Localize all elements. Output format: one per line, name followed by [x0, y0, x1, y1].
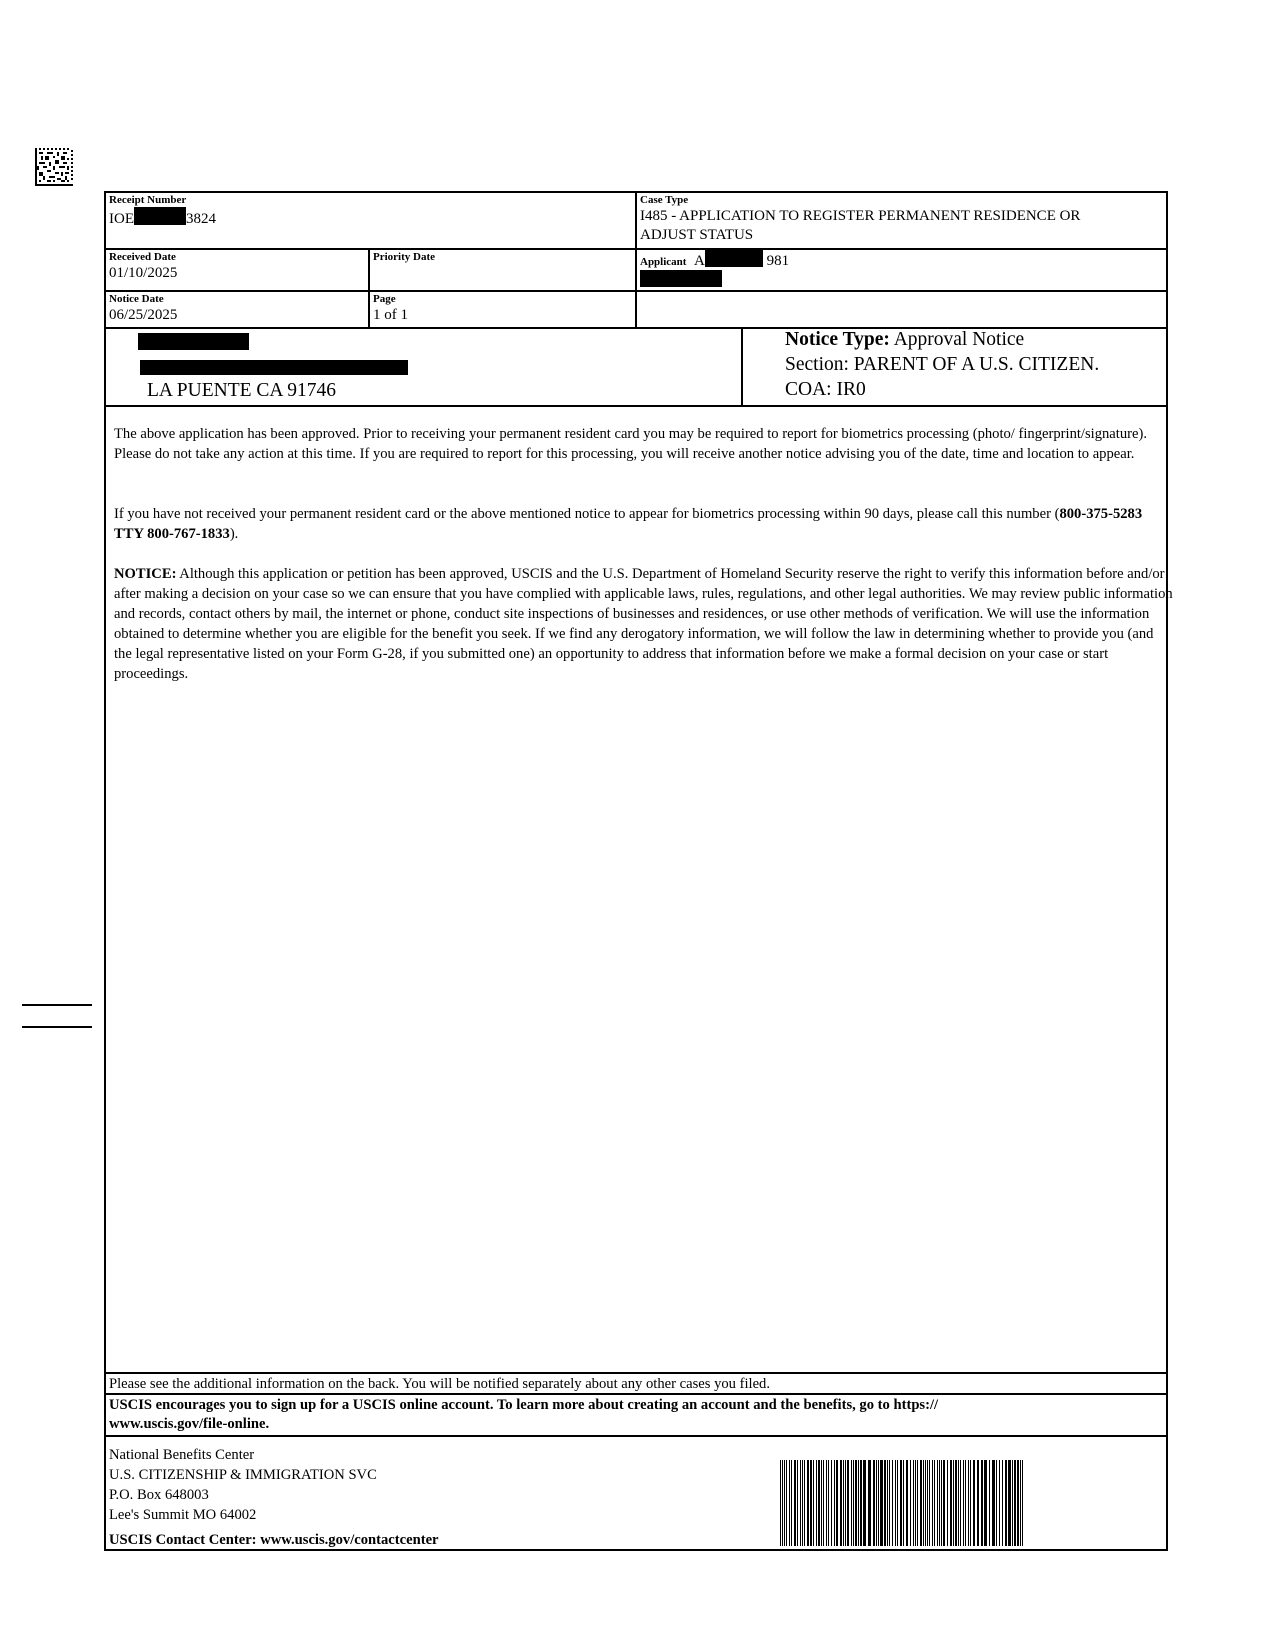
barcode-bar	[887, 1460, 888, 1546]
redaction-box	[138, 333, 249, 350]
barcode-bar	[1005, 1460, 1007, 1546]
barcode-bar	[970, 1460, 971, 1546]
section-divider	[741, 327, 743, 407]
barcode-bar	[780, 1460, 781, 1546]
phone-number: 800-375-5283 TTY 800-767-1833	[114, 506, 1143, 542]
barcode-bar	[1008, 1460, 1011, 1546]
header-divider	[368, 248, 370, 328]
additional-info: Please see the additional information on the back. You will be notified separately about any other cases you filed.	[109, 1376, 771, 1392]
barcode-bar	[917, 1460, 918, 1546]
notice-type-label: Notice Type:	[785, 329, 890, 350]
barcode-bar	[807, 1460, 809, 1546]
barcode-bar	[913, 1460, 914, 1546]
barcode-bar	[802, 1460, 803, 1546]
applicant	[640, 250, 789, 272]
barcode-bar	[831, 1460, 832, 1546]
receipt-number-label: Receipt Number	[109, 194, 187, 206]
redaction-box	[134, 207, 186, 225]
barcode-bar	[847, 1460, 849, 1546]
notice-date-label: Notice Date	[109, 293, 164, 305]
barcode-bar	[996, 1460, 997, 1546]
barcode-bar	[955, 1460, 957, 1546]
barcode-bar	[999, 1460, 1000, 1546]
barcode-bar	[897, 1460, 898, 1546]
barcode-bar	[1014, 1460, 1016, 1546]
barcode-bar	[853, 1460, 854, 1546]
barcode-bar	[968, 1460, 969, 1546]
barcode-bar	[884, 1460, 886, 1546]
barcode-bar	[782, 1460, 783, 1546]
barcode-bar	[818, 1460, 820, 1546]
barcode-bar	[800, 1460, 801, 1546]
fold-mark	[22, 1004, 92, 1006]
notice-section: Section: PARENT OF A U.S. CITIZEN.	[785, 354, 1100, 375]
barcode-bar	[828, 1460, 829, 1546]
applicant-suffix: 981	[766, 253, 790, 269]
barcode-bar	[925, 1460, 926, 1546]
notice-type	[785, 327, 1024, 352]
applicant-label: Applicant	[640, 256, 687, 268]
barcode-bar	[836, 1460, 838, 1546]
barcode-bar	[880, 1460, 883, 1546]
office-city: Lee's Summit MO 64002	[109, 1507, 257, 1523]
barcode-bar	[843, 1460, 844, 1546]
fold-mark	[22, 1026, 92, 1028]
barcode-bar	[860, 1460, 862, 1546]
barcode-bar	[953, 1460, 954, 1546]
barcode-bar	[878, 1460, 879, 1546]
page-label: Page	[373, 293, 396, 305]
barcode-bar	[903, 1460, 904, 1546]
received-date-label: Received Date	[109, 251, 176, 263]
section-divider	[104, 405, 1168, 407]
barcode-bar	[823, 1460, 824, 1546]
barcode-bar	[813, 1460, 814, 1546]
receipt-number	[109, 207, 216, 229]
barcode-bar	[863, 1460, 866, 1546]
case-type-line1: I485 - APPLICATION TO REGISTER PERMANENT RESIDENCE OR	[640, 208, 1081, 224]
barcode-bar	[989, 1460, 990, 1546]
applicant-prefix: A	[693, 253, 705, 269]
barcode-bar	[943, 1460, 945, 1546]
barcode-bar	[977, 1460, 979, 1546]
notice-coa: COA: IR0	[785, 379, 866, 400]
barcode-bar	[804, 1460, 805, 1546]
barcode-bar	[1022, 1460, 1023, 1546]
barcode-bar	[786, 1460, 787, 1546]
header-divider	[635, 191, 637, 329]
barcode-bar	[797, 1460, 798, 1546]
online-account-line2: www.uscis.gov/file-online.	[109, 1416, 270, 1432]
barcode-bar	[981, 1460, 983, 1546]
barcode-bar	[868, 1460, 871, 1546]
office-name: National Benefits Center	[109, 1447, 255, 1463]
barcode-bar	[947, 1460, 948, 1546]
redaction-box	[705, 250, 763, 267]
barcode-bar	[855, 1460, 857, 1546]
barcode-bar	[834, 1460, 835, 1546]
barcode-bar	[929, 1460, 930, 1546]
barcode-bar	[845, 1460, 846, 1546]
linear-barcode	[780, 1460, 1025, 1546]
contact-center: USCIS Contact Center: www.uscis.gov/contactcenter	[109, 1532, 439, 1548]
barcode-bar	[923, 1460, 924, 1546]
barcode-bar	[965, 1460, 966, 1546]
barcode-bar	[1012, 1460, 1013, 1546]
barcode-bar	[906, 1460, 908, 1546]
barcode-bar	[889, 1460, 890, 1546]
datamatrix-barcode	[35, 148, 73, 186]
barcode-bar	[973, 1460, 975, 1546]
barcode-bar	[791, 1460, 792, 1546]
body-paragraph-2: If you have not received your permanent resident card or the above mentioned notice to appear for biometrics processing within 90 days, please call this number (800-375-5283 TTY 800-767-1833).	[114, 506, 1143, 542]
agency-name: U.S. CITIZENSHIP & IMMIGRATION SVC	[109, 1467, 377, 1483]
barcode-bar	[958, 1460, 959, 1546]
receipt-prefix: IOE	[109, 211, 134, 227]
barcode-bar	[810, 1460, 812, 1546]
received-date: 01/10/2025	[109, 265, 178, 281]
barcode-bar	[900, 1460, 902, 1546]
barcode-bar	[851, 1460, 852, 1546]
online-account-line1: USCIS encourages you to sign up for a USCIS online account. To learn more about creating an account and the benefits, go to https://	[109, 1397, 939, 1413]
barcode-bar	[932, 1460, 933, 1546]
address-city-line: LA PUENTE CA 91746	[147, 380, 337, 401]
body-paragraph-1: The above application has been approved. Prior to receiving your permanent resident card you may be required to report for biometrics processing (photo/ fingerprint/signature). Please do not take any action at this time. If you are required to report for this processing, you will receive another notice advising you of the date, time and location to appear.	[114, 426, 1147, 462]
body-paragraph-3: NOTICE: Although this application or petition has been approved, USCIS and the U.S. Department of Homeland Security reserve the right to verify this information before and/or after making a decision on your case so we can ensure that you have complied with applicable laws, rules, regulations, and other legal authorities. We may review public information and records, contact others by mail, the internet or phone, conduct site inspections of businesses and residences, or use other methods of verification. We will use the information obtained to determine whether you are eligible for the benefit you seek. If we find any derogatory information, we will follow the law in determining whether to provide you (and the legal representative listed on your Form G-28, if you submitted one) an opportunity to address that information before we make a formal decision on your case or start proceedings.	[114, 566, 1173, 682]
barcode-bar	[941, 1460, 942, 1546]
barcode-bar	[1017, 1460, 1019, 1546]
redaction-box	[640, 270, 722, 287]
barcode-bar	[937, 1460, 938, 1546]
barcode-bar	[895, 1460, 896, 1546]
barcode-bar	[939, 1460, 940, 1546]
barcode-bar	[1002, 1460, 1003, 1546]
barcode-bar	[816, 1460, 817, 1546]
page-value: 1 of 1	[373, 307, 408, 323]
barcode-bar	[920, 1460, 922, 1546]
barcode-bar	[840, 1460, 842, 1546]
barcode-bar	[963, 1460, 964, 1546]
notice-label: NOTICE:	[114, 566, 177, 582]
barcode-bar	[992, 1460, 995, 1546]
barcode-bar	[950, 1460, 952, 1546]
barcode-bar	[784, 1460, 785, 1546]
barcode-bar	[826, 1460, 827, 1546]
case-type-line2: ADJUST STATUS	[640, 227, 754, 243]
notice-type-value: Approval Notice	[893, 329, 1025, 350]
barcode-bar	[794, 1460, 796, 1546]
barcode-bar	[984, 1460, 987, 1546]
barcode-bar	[934, 1460, 935, 1546]
barcode-bar	[876, 1460, 877, 1546]
barcode-bar	[858, 1460, 859, 1546]
barcode-bar	[1020, 1460, 1021, 1546]
barcode-bar	[910, 1460, 911, 1546]
barcode-bar	[821, 1460, 822, 1546]
priority-date-label: Priority Date	[373, 251, 435, 263]
barcode-bar	[960, 1460, 961, 1546]
po-box: P.O. Box 648003	[109, 1487, 209, 1503]
notice-date: 06/25/2025	[109, 307, 178, 323]
barcode-bar	[789, 1460, 790, 1546]
barcode-bar	[915, 1460, 916, 1546]
barcode-bar	[892, 1460, 893, 1546]
barcode-bar	[927, 1460, 928, 1546]
barcode-bar	[873, 1460, 875, 1546]
receipt-suffix: 3824	[186, 211, 216, 227]
case-type-label: Case Type	[640, 194, 689, 206]
redaction-box	[140, 360, 408, 375]
